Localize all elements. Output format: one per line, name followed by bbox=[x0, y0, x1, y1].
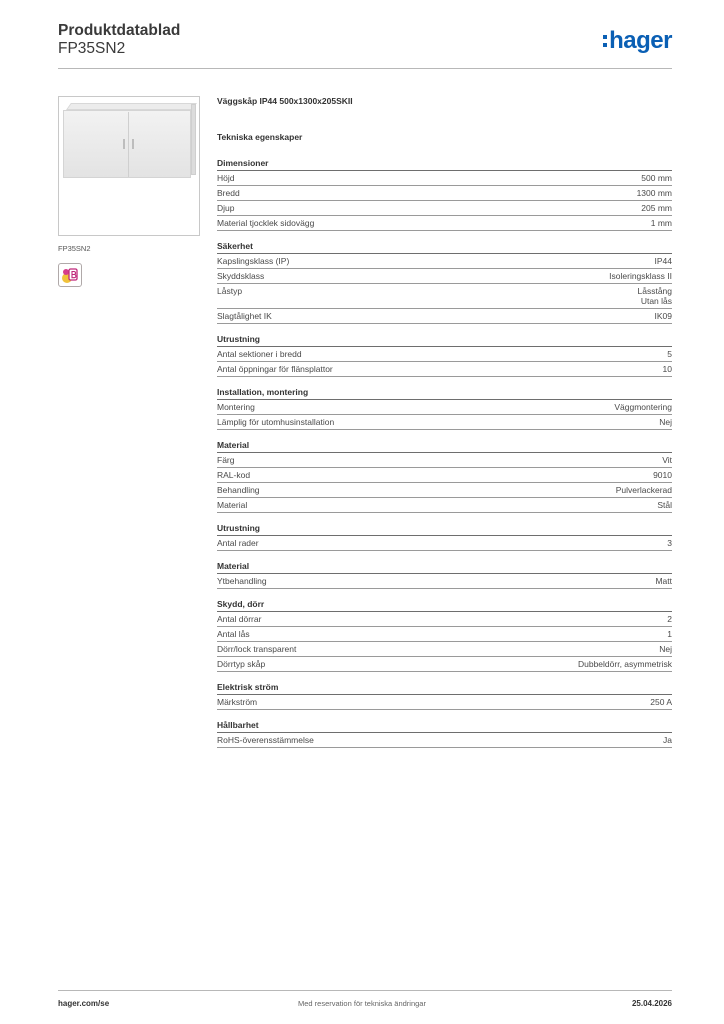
property-section bbox=[217, 334, 672, 377]
property-value-line: Låsstång bbox=[637, 286, 672, 296]
property-value bbox=[655, 256, 673, 266]
property-value-line: IP44 bbox=[654, 256, 672, 266]
property-value-line: Ja bbox=[663, 735, 672, 745]
property-value bbox=[650, 697, 672, 707]
property-label: Ytbehandling bbox=[217, 576, 267, 586]
property-value-line: 10 bbox=[662, 364, 672, 374]
property-value-line: Isoleringsklass II bbox=[609, 271, 672, 281]
property-value bbox=[659, 644, 672, 654]
property-row bbox=[217, 733, 672, 748]
property-value-line: 500 mm bbox=[641, 173, 672, 183]
section-title: Installation, montering bbox=[217, 387, 672, 400]
property-row bbox=[217, 536, 672, 551]
property-value-line: 1 mm bbox=[650, 218, 672, 228]
property-value bbox=[578, 659, 672, 669]
property-value bbox=[655, 576, 672, 586]
property-label: Lämplig för utomhusinstallation bbox=[217, 417, 335, 427]
property-value-line: Pulverlackerad bbox=[615, 485, 672, 495]
property-label: Antal sektioner i bredd bbox=[217, 349, 302, 359]
footer-disclaimer: Med reservation för tekniska ändringar bbox=[298, 999, 426, 1008]
property-value-line: Väggmontering bbox=[614, 402, 672, 412]
property-row bbox=[217, 400, 672, 415]
property-value bbox=[667, 538, 672, 548]
property-row bbox=[217, 453, 672, 468]
logo-text: hager bbox=[609, 27, 672, 54]
property-row bbox=[217, 642, 672, 657]
property-value bbox=[667, 629, 672, 639]
cabinet-front bbox=[63, 110, 191, 178]
property-value bbox=[616, 485, 672, 495]
section-title: Säkerhet bbox=[217, 241, 672, 254]
property-section bbox=[217, 387, 672, 430]
property-value bbox=[659, 417, 672, 427]
property-row bbox=[217, 657, 672, 672]
property-sections bbox=[217, 158, 672, 748]
property-section bbox=[217, 523, 672, 551]
property-value-line: Dubbeldörr, asymmetrisk bbox=[577, 659, 672, 669]
property-label: Märkström bbox=[217, 697, 258, 707]
property-row bbox=[217, 468, 672, 483]
property-value bbox=[663, 364, 672, 374]
property-row bbox=[217, 483, 672, 498]
page-header bbox=[58, 22, 672, 58]
property-section bbox=[217, 241, 672, 324]
property-section bbox=[217, 561, 672, 589]
property-row bbox=[217, 695, 672, 710]
property-label: Material tjocklek sidovägg bbox=[217, 218, 315, 228]
property-label: Djup bbox=[217, 203, 235, 213]
section-title: Utrustning bbox=[217, 334, 672, 347]
property-label: Bredd bbox=[217, 188, 240, 198]
property-row bbox=[217, 309, 672, 324]
section-title: Material bbox=[217, 440, 672, 453]
footer-divider bbox=[58, 990, 672, 991]
property-value-line: 9010 bbox=[653, 470, 672, 480]
property-label: Antal lås bbox=[217, 629, 250, 639]
property-section bbox=[217, 158, 672, 231]
hager-logo bbox=[603, 27, 672, 55]
door-seam bbox=[128, 112, 129, 177]
property-value bbox=[637, 188, 672, 198]
property-value bbox=[651, 218, 672, 228]
property-value bbox=[641, 203, 672, 213]
property-label: Höjd bbox=[217, 173, 235, 183]
property-label: RAL-kod bbox=[217, 470, 251, 480]
header-divider bbox=[58, 68, 672, 69]
property-row bbox=[217, 171, 672, 186]
properties-heading: Tekniska egenskaper bbox=[217, 132, 303, 142]
property-value-line: 1 bbox=[667, 629, 672, 639]
property-row bbox=[217, 498, 672, 513]
section-title: Elektrisk ström bbox=[217, 682, 672, 695]
property-row bbox=[217, 415, 672, 430]
property-label: Dörr/lock transparent bbox=[217, 644, 297, 654]
property-row bbox=[217, 362, 672, 377]
section-title: Material bbox=[217, 561, 672, 574]
property-label: Dörrtyp skåp bbox=[217, 659, 266, 669]
property-value bbox=[662, 455, 672, 465]
property-row bbox=[217, 186, 672, 201]
cabinet-top bbox=[66, 103, 197, 110]
property-label: Antal öppningar för flänsplattor bbox=[217, 364, 333, 374]
property-label: Slagtålighet IK bbox=[217, 311, 272, 321]
property-value bbox=[653, 470, 672, 480]
section-title: Skydd, dörr bbox=[217, 599, 672, 612]
property-value bbox=[663, 735, 672, 745]
property-value bbox=[655, 311, 673, 321]
property-value-line: Nej bbox=[659, 417, 672, 427]
property-value bbox=[609, 271, 672, 281]
property-row bbox=[217, 347, 672, 362]
property-value-line: Matt bbox=[655, 576, 672, 586]
product-name: Väggskåp IP44 500x1300x205SKII bbox=[217, 96, 353, 106]
property-label: Låstyp bbox=[217, 286, 243, 296]
property-value-line: Utan lås bbox=[640, 296, 672, 306]
property-value-line: 250 A bbox=[650, 697, 672, 707]
property-section bbox=[217, 599, 672, 672]
property-row bbox=[217, 201, 672, 216]
property-label: RoHS-överensstämmelse bbox=[217, 735, 314, 745]
property-row bbox=[217, 574, 672, 589]
cabinet-side bbox=[191, 104, 196, 175]
section-title: Dimensioner bbox=[217, 158, 672, 171]
property-row bbox=[217, 627, 672, 642]
property-value bbox=[667, 614, 672, 624]
property-value bbox=[657, 500, 672, 510]
property-value-line: 1300 mm bbox=[636, 188, 672, 198]
door-handle-right bbox=[132, 139, 134, 149]
energy-badge-icon bbox=[58, 263, 82, 287]
product-details bbox=[217, 96, 672, 758]
property-value-line: 2 bbox=[667, 614, 672, 624]
image-caption: FP35SN2 bbox=[58, 244, 91, 253]
product-code: FP35SN2 bbox=[58, 40, 126, 57]
property-value bbox=[638, 286, 673, 306]
property-label: Antal dörrar bbox=[217, 614, 262, 624]
property-row bbox=[217, 284, 672, 309]
property-value bbox=[667, 349, 672, 359]
property-value-line: 5 bbox=[667, 349, 672, 359]
property-row bbox=[217, 612, 672, 627]
footer-date: 25.04.2026 bbox=[631, 999, 672, 1008]
door-handle-left bbox=[123, 139, 125, 149]
property-label: Kapslingsklass (IP) bbox=[217, 256, 290, 266]
property-label: Montering bbox=[217, 402, 255, 412]
property-section bbox=[217, 440, 672, 513]
footer-website[interactable]: hager.com/se bbox=[58, 999, 110, 1008]
document-title: Produktdatablad bbox=[58, 22, 181, 39]
property-value-line: IK09 bbox=[654, 311, 672, 321]
logo-mark-icon bbox=[603, 33, 607, 49]
property-value-line: 3 bbox=[667, 538, 672, 548]
property-label: Färg bbox=[217, 455, 235, 465]
property-row bbox=[217, 254, 672, 269]
property-section bbox=[217, 720, 672, 748]
section-title: Hållbarhet bbox=[217, 720, 672, 733]
property-label: Material bbox=[217, 500, 248, 510]
property-section bbox=[217, 682, 672, 710]
property-value bbox=[641, 173, 672, 183]
property-value bbox=[614, 402, 672, 412]
property-row bbox=[217, 216, 672, 231]
property-value-line: 205 mm bbox=[641, 203, 672, 213]
property-value-line: Nej bbox=[659, 644, 672, 654]
property-row bbox=[217, 269, 672, 284]
section-title: Utrustning bbox=[217, 523, 672, 536]
property-label: Antal rader bbox=[217, 538, 259, 548]
product-image bbox=[58, 96, 200, 236]
property-value-line: Vit bbox=[662, 455, 672, 465]
property-label: Behandling bbox=[217, 485, 260, 495]
property-label: Skyddsklass bbox=[217, 271, 265, 281]
property-value-line: Stål bbox=[657, 500, 672, 510]
